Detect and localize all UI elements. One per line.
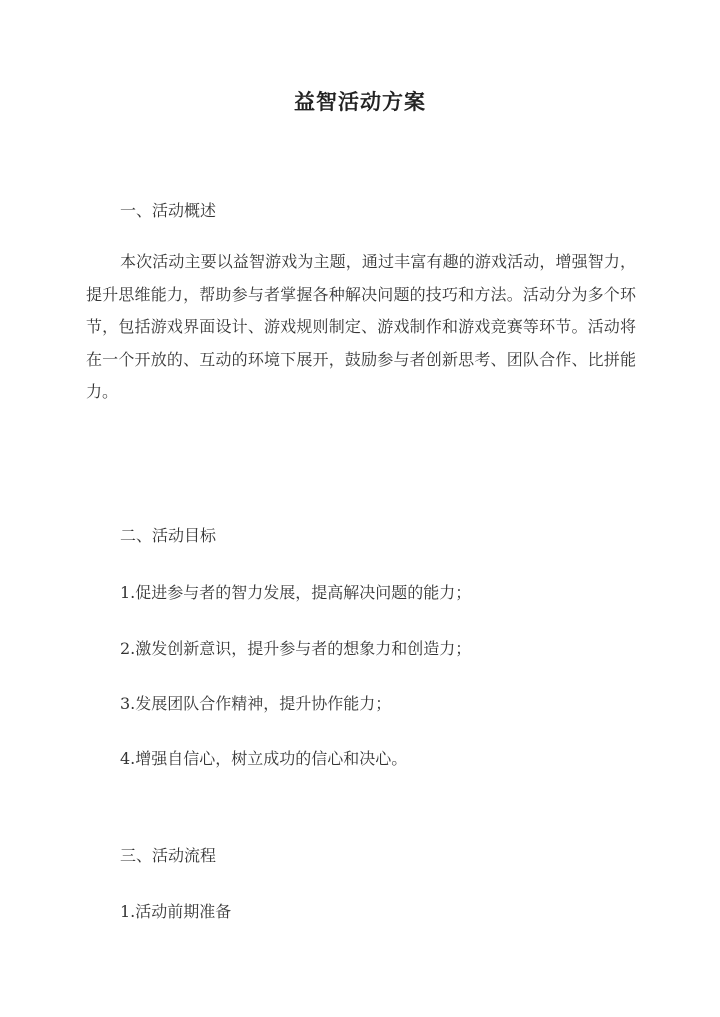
process-item: 1.活动前期准备 — [120, 902, 232, 921]
goal-item: 3.发展团队合作精神，提升协作能力； — [120, 694, 392, 713]
section-heading-goals: 二、活动目标 — [120, 526, 217, 545]
section-heading-overview: 一、活动概述 — [120, 201, 217, 220]
section-heading-process: 三、活动流程 — [120, 846, 217, 865]
goal-item: 4.增强自信心，树立成功的信心和决心。 — [120, 749, 408, 768]
document-title: 益智活动方案 — [294, 89, 426, 114]
goal-item: 1.促进参与者的智力发展，提高解决问题的能力； — [120, 583, 472, 602]
goal-item: 2.激发创新意识，提升参与者的想象力和创造力； — [120, 639, 472, 658]
overview-paragraph: 本次活动主要以益智游戏为主题，通过丰富有趣的游戏活动，增强智力，提升思维能力，帮助参与者掌握各种解决问题的技巧和方法。活动分为多个环节，包括游戏界面设计、游戏规则制定、游戏制作和游戏竞赛等环节。活动将在一个开放的、互动的环境下展开，鼓励参与者创新思考、团队合作、比拼能力。 — [86, 252, 636, 401]
